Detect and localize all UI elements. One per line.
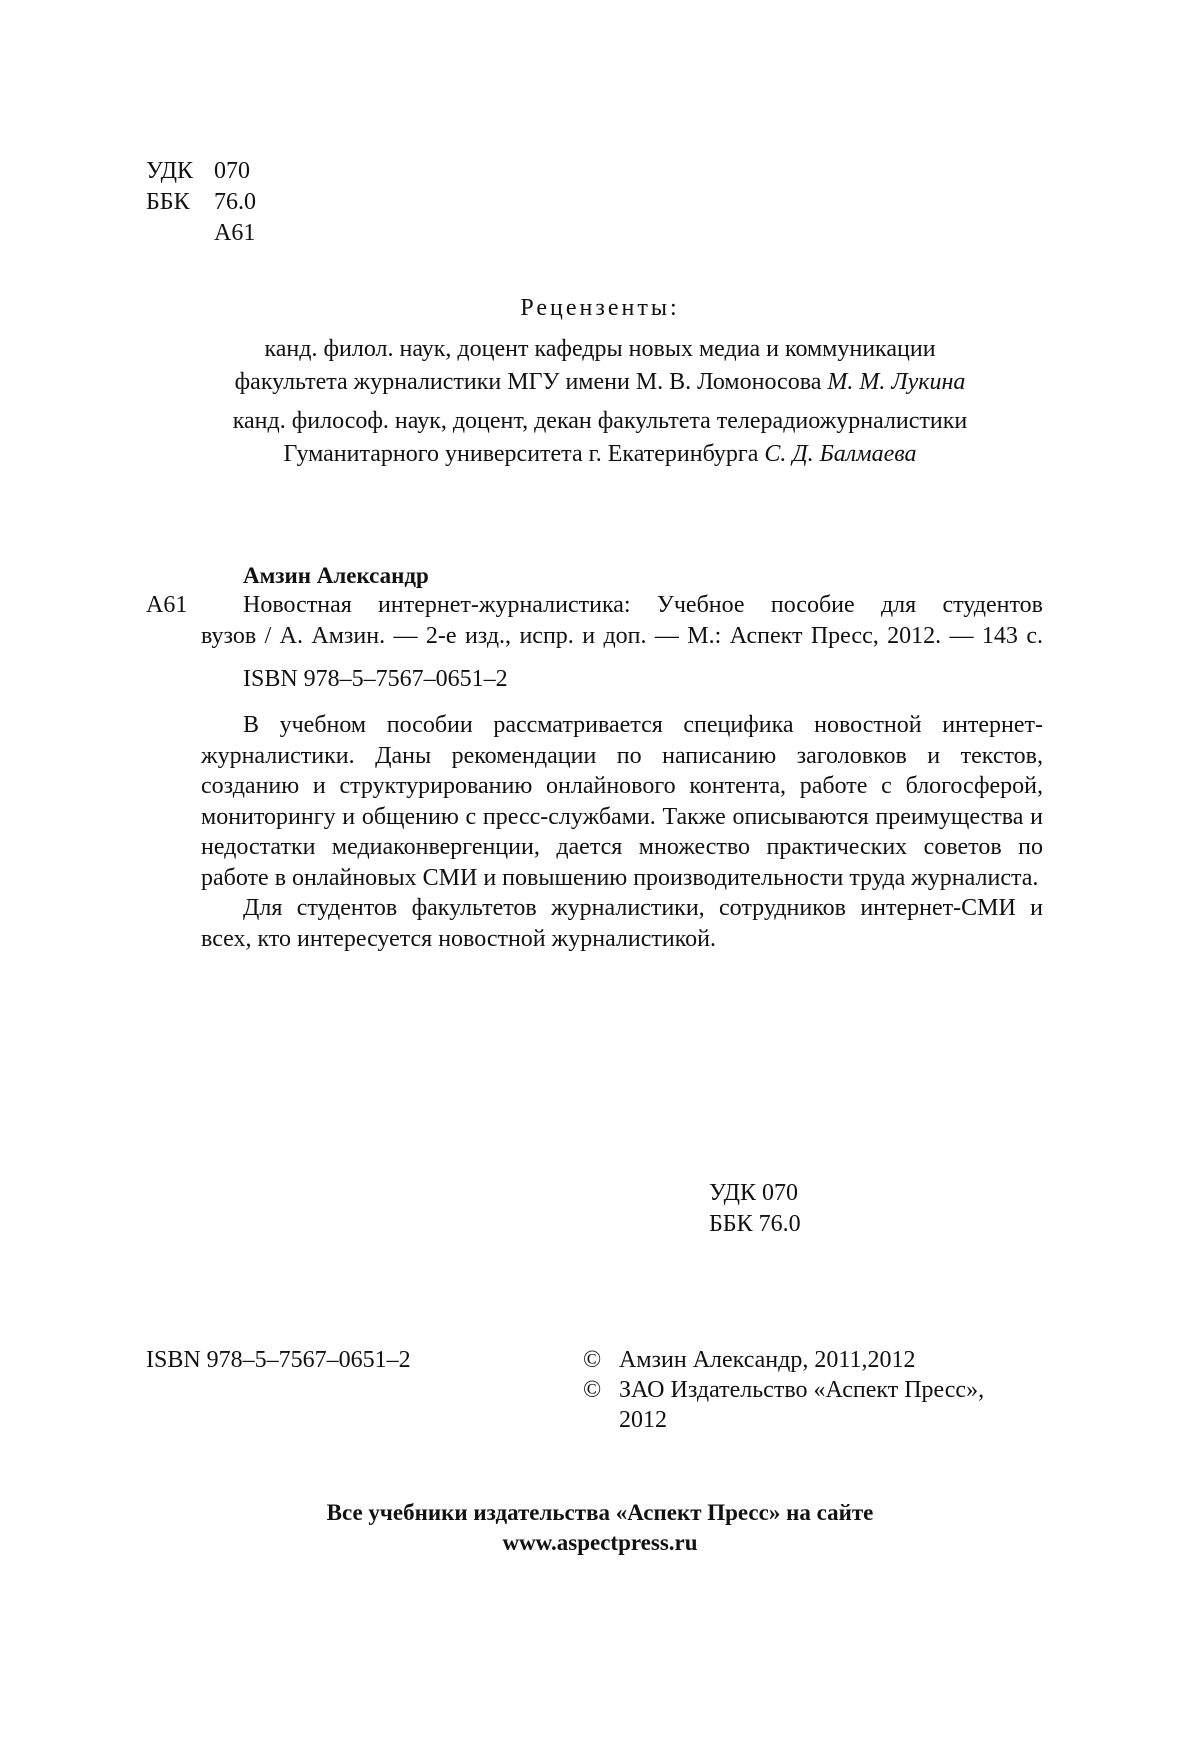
entry-code: А61 <box>146 592 188 618</box>
abstract-paragraph-1: В учебном пособии рассматривается специфика новостной интернет-журналистики. Даны рекомендации по написанию заголовков и текстов, созданию и структурированию онлайнового контента, работе с блогосферой, мониторингу и общению с пресс-службами. Также описываются преимущества и недостатки медиаконвергенции, дается множество практических советов по работе в онлайновых СМИ и повышению производительности труда журналиста. <box>201 712 1043 891</box>
biblio-line-1: Новостная интернет-журналистика: Учебное пособие для студентов <box>243 592 1043 618</box>
copyright-year: 2012 <box>619 1407 667 1433</box>
reviewer-1-affiliation: факультета журналистики МГУ имени М. В. Ломоносова <box>234 369 828 395</box>
footer-website: www.aspectpress.ru <box>502 1530 698 1555</box>
classification-bottom <box>709 1178 801 1240</box>
copyright-line-2 <box>583 1375 984 1405</box>
copyright-line-3 <box>583 1405 984 1435</box>
reviewers-heading: Рецензенты: <box>520 295 680 321</box>
entry-biblio <box>201 590 1043 652</box>
entry-isbn: ISBN 978–5–7567–0651–2 <box>243 666 508 692</box>
copyright-symbol: © <box>583 1377 602 1403</box>
footer <box>0 1498 1200 1558</box>
reviewer-1 <box>0 333 1200 399</box>
reviewer-2 <box>0 405 1200 471</box>
reviewer-2-line1: канд. философ. наук, доцент, декан факультета телерадиожурналистики <box>232 408 968 434</box>
reviewers-block <box>0 293 1200 477</box>
bbk-row <box>146 187 256 218</box>
abstract-paragraph-2: Для студентов факультетов журналистики, сотрудников интернет-СМИ и всех, кто интересуется новостной журналистикой. <box>201 895 1043 952</box>
bbk-bottom: ББК 76.0 <box>709 1211 801 1237</box>
bbk-value: 76.0 <box>214 189 256 215</box>
copyright-block <box>583 1345 984 1435</box>
udk-value: 070 <box>214 158 250 184</box>
copyright-symbol: © <box>583 1347 602 1373</box>
reviewer-2-name: С. Д. Балмаева <box>764 441 917 467</box>
bbk-label: ББК <box>146 189 190 215</box>
copyright-author: Амзин Александр, 2011,2012 <box>619 1347 916 1373</box>
reviewer-1-line2 <box>0 366 1200 399</box>
copyright-line-1 <box>583 1345 984 1375</box>
udk-label: УДК <box>146 158 193 184</box>
entry-author: Амзин Александр <box>243 563 429 588</box>
classification-top <box>146 156 256 249</box>
biblio-line-2: вузов / А. Амзин. — 2-е изд., испр. и доп. — М.: Аспект Пресс, 2012. — 143 с. <box>201 623 1043 649</box>
isbn-bottom: ISBN 978–5–7567–0651–2 <box>146 1347 411 1373</box>
author-mark: А61 <box>214 220 256 246</box>
abstract <box>201 710 1043 954</box>
reviewer-2-line2 <box>0 438 1200 471</box>
author-mark-row <box>146 218 256 249</box>
reviewer-1-name: М. М. Лукина <box>827 369 966 395</box>
footer-line-1: Все учебники издательства «Аспект Пресс» на сайте <box>326 1500 874 1525</box>
udk-row <box>146 156 256 187</box>
reviewer-1-line1: канд. филол. наук, доцент кафедры новых медиа и коммуникации <box>264 336 936 362</box>
reviewer-2-affiliation: Гуманитарного университета г. Екатеринбурга <box>283 441 765 467</box>
udk-bottom: УДК 070 <box>709 1180 798 1206</box>
copyright-publisher: ЗАО Издательство «Аспект Пресс», <box>619 1377 985 1403</box>
